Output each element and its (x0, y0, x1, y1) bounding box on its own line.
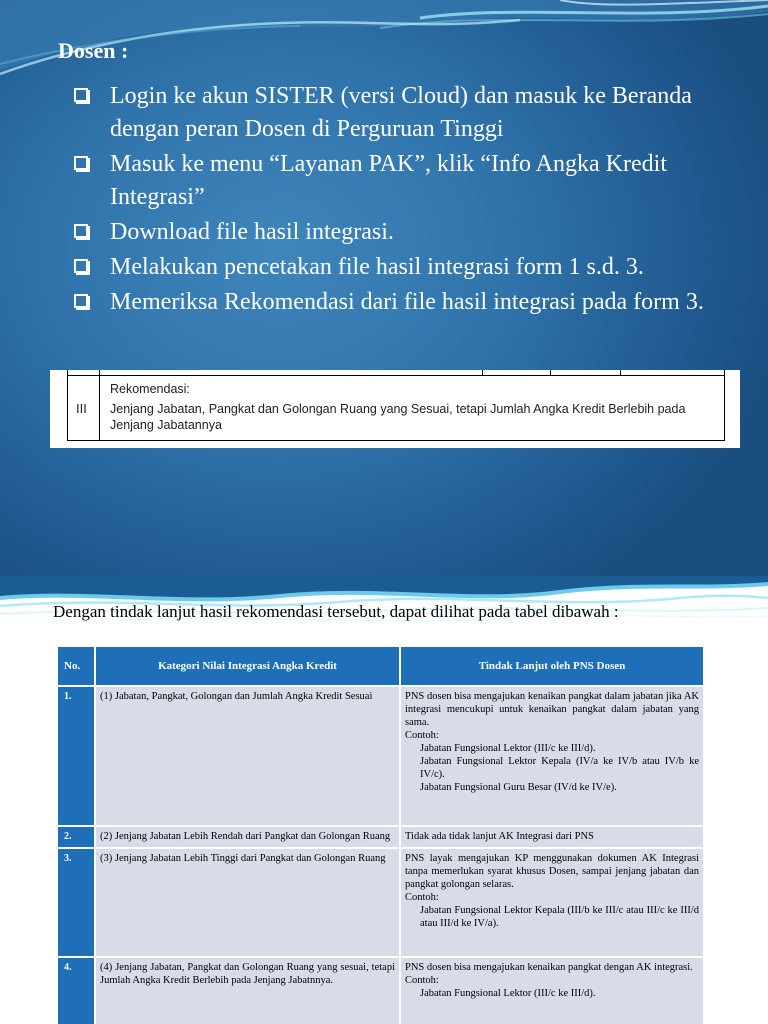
row-action: PNS dosen bisa mengajukan kenaikan pangkat dengan AK integrasi. Contoh: Jabatan Fungsional Lektor (III/c ke III/d). (401, 958, 703, 1024)
checkbox-bullet-icon (74, 224, 88, 238)
header-category: Kategori Nilai Integrasi Angka Kredit (96, 647, 399, 685)
row-number: 1. (58, 687, 94, 825)
slide-title: Dosen : (58, 38, 129, 63)
recommendation-screenshot (50, 370, 740, 448)
recommendation-table (67, 370, 725, 441)
row-action: Tidak ada tidak lanjut AK Integrasi dari PNS (401, 827, 703, 847)
table-row (58, 687, 703, 825)
follow-up-table (56, 645, 705, 1024)
row-action: PNS layak mengajukan KP menggunakan dokumen AK Integrasi tanpa memerlukan syarat khusus Dosen, sampai jenjang jabatan dan pangkat golongan selaras. Contoh: Jabatan Fungsional Lektor Kepala (III/b ke III/c atau III/c ke III/d atau III/d ke IV/a). (401, 849, 703, 956)
instruction-list (72, 80, 742, 321)
row-category: (4) Jenjang Jabatan, Pangkat dan Golongan Ruang yang sesuai, tetapi Jumlah Angka Kredit Berlebih pada Jenjang Jabatnnya. (96, 958, 399, 1024)
table-row (58, 827, 703, 847)
checkbox-bullet-icon (74, 259, 88, 273)
row-number: 2. (58, 827, 94, 847)
row-category: (2) Jenjang Jabatan Lebih Rendah dari Pangkat dan Golongan Ruang (96, 827, 399, 847)
table-row (58, 849, 703, 956)
checkbox-bullet-icon (74, 88, 88, 102)
row-category: (3) Jenjang Jabatan Lebih Tinggi dari Pangkat dan Golongan Ruang (96, 849, 399, 956)
recommendation-heading: Rekomendasi: (110, 382, 190, 396)
checkbox-bullet-icon (74, 156, 88, 170)
row-category: (1) Jabatan, Pangkat, Golongan dan Jumlah Angka Kredit Sesuai (96, 687, 399, 825)
row-number: III (76, 401, 87, 416)
row-action: PNS dosen bisa mengajukan kenaikan pangkat dalam jabatan jika AK integrasi mencukupi untuk kenaikan pangkat dalam jabatan yang sama. Contoh: Jabatan Fungsional Lektor (III/c ke III/d). Jabatan Fungsional Lektor Kepala (IV/a ke IV/b atau IV/b ke IV/c). Jabatan Fungsional Guru Besar (IV/d ke IV/e). (401, 687, 703, 825)
instruction-item: Login ke akun SISTER (versi Cloud) dan masuk ke Beranda dengan peran Dosen di Perguruan Tinggi (72, 80, 742, 146)
row-number: 3. (58, 849, 94, 956)
intro-text: Dengan tindak lanjut hasil rekomendasi tersebut, dapat dilihat pada tabel dibawah : (53, 602, 619, 621)
instruction-item: Memeriksa Rekomendasi dari file hasil integrasi pada form 3. (72, 286, 742, 319)
recommendation-text: Jenjang Jabatan, Pangkat dan Golongan Ruang yang Sesuai, tetapi Jumlah Angka Kredit Berlebih pada Jenjang Jabatannya (110, 402, 686, 432)
instruction-item: Melakukan pencetakan file hasil integrasi form 1 s.d. 3. (72, 251, 742, 284)
slide-2 (0, 576, 768, 1024)
instruction-item: Download file hasil integrasi. (72, 216, 742, 249)
header-action: Tindak Lanjut oleh PNS Dosen (401, 647, 703, 685)
row-number: 4. (58, 958, 94, 1024)
header-no: No. (58, 647, 94, 685)
table-header-row (58, 647, 703, 685)
instruction-item: Masuk ke menu “Layanan PAK”, klik “Info Angka Kredit Integrasi” (72, 148, 742, 214)
table-row (58, 958, 703, 1024)
checkbox-bullet-icon (74, 294, 88, 308)
